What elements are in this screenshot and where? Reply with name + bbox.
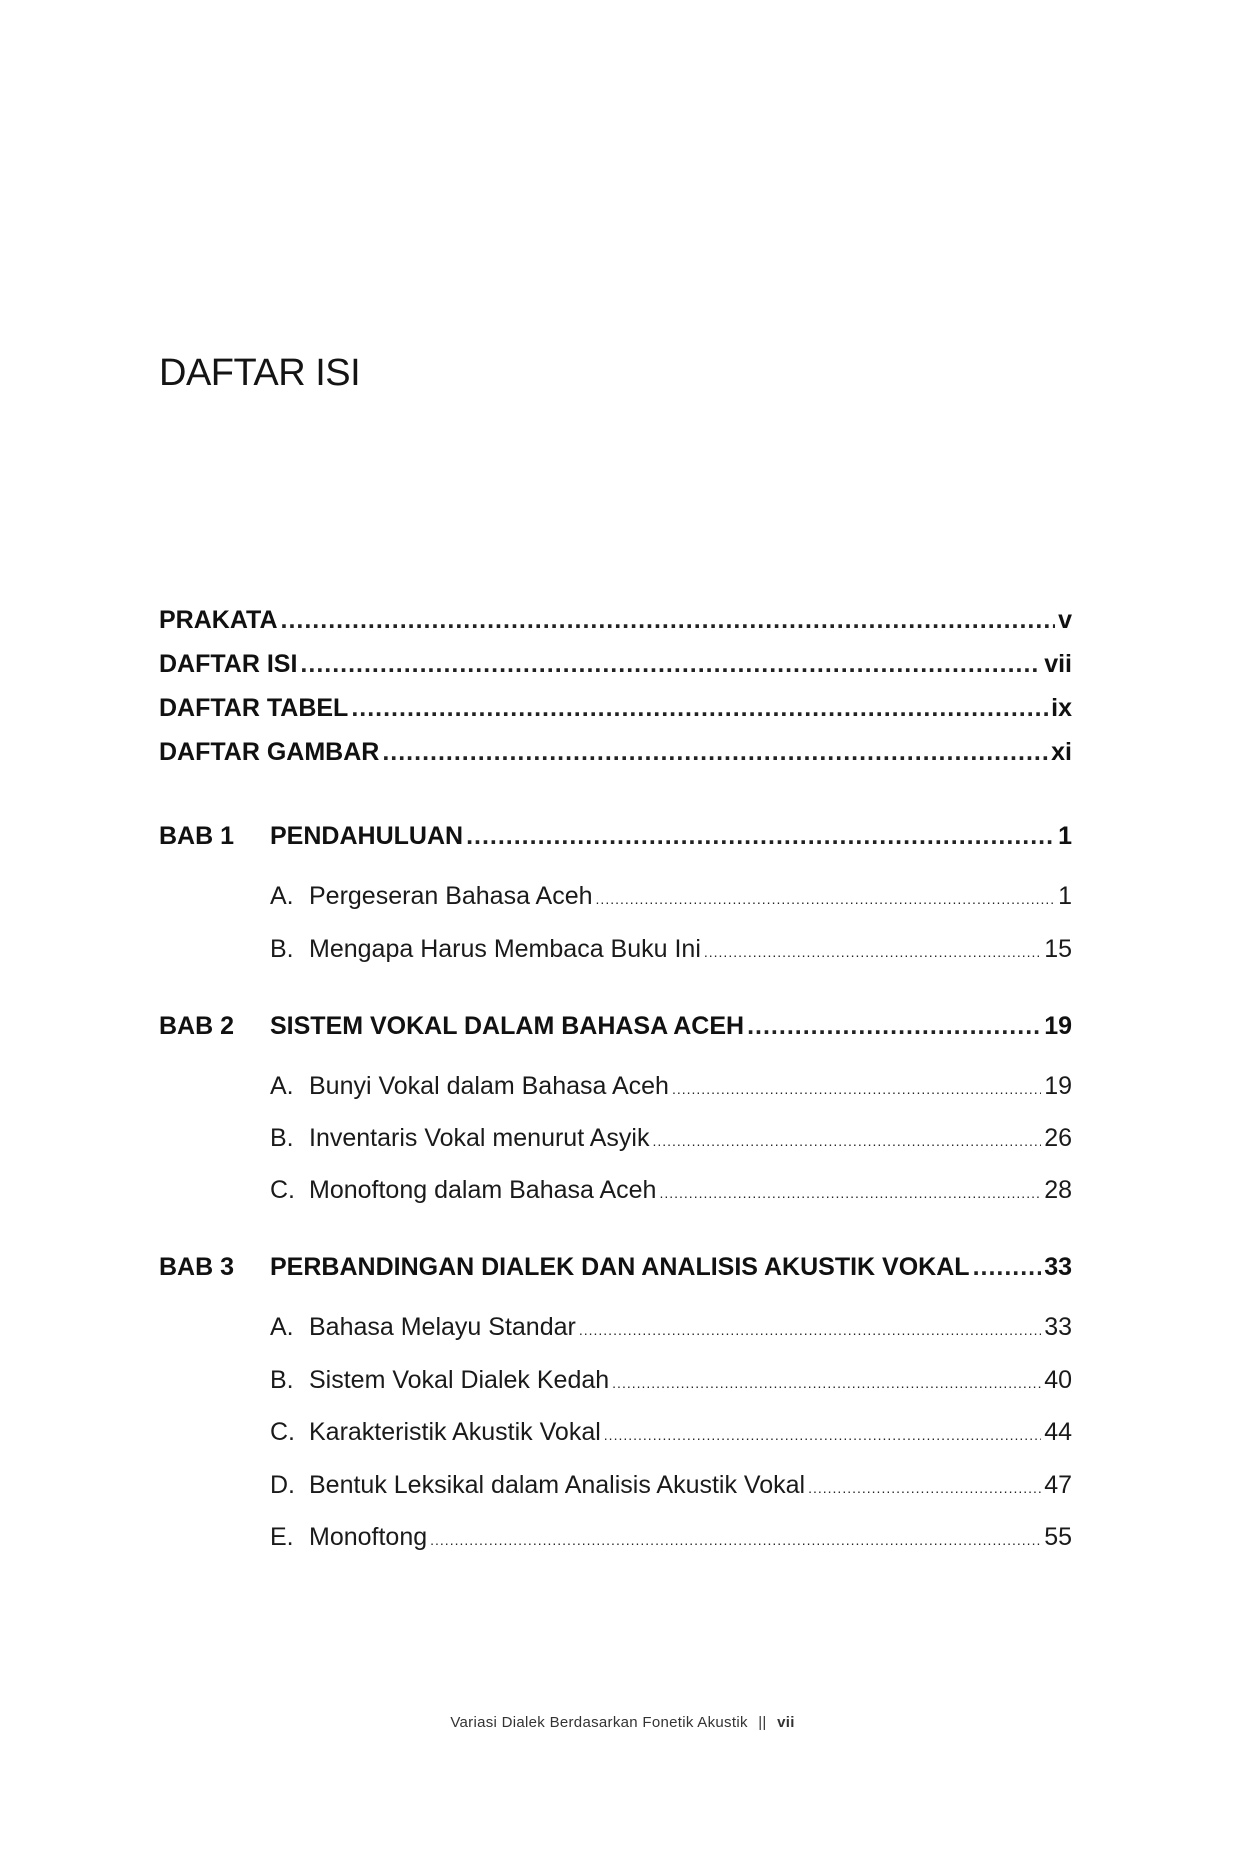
dot-leader bbox=[596, 882, 1056, 911]
section-title: Monoftong bbox=[309, 1523, 428, 1551]
toc-section[interactable] bbox=[270, 1523, 1072, 1552]
chapter-page: 1 bbox=[1058, 822, 1072, 850]
toc-entry-daftar-isi[interactable] bbox=[159, 650, 1072, 679]
section-letter: C. bbox=[270, 1176, 295, 1204]
dot-leader bbox=[747, 1012, 1041, 1041]
section-page: 19 bbox=[1044, 1072, 1072, 1100]
section-page: 33 bbox=[1044, 1313, 1072, 1341]
section-letter: B. bbox=[270, 935, 294, 963]
toc-section[interactable] bbox=[270, 1124, 1072, 1153]
chapter-number: BAB 3 bbox=[159, 1253, 235, 1281]
section-title: Bentuk Leksikal dalam Analisis Akustik Vokal bbox=[309, 1471, 806, 1499]
section-page: 47 bbox=[1044, 1471, 1072, 1499]
dot-leader bbox=[281, 606, 1056, 635]
dot-leader bbox=[652, 1124, 1041, 1153]
toc-entry-page: v bbox=[1058, 606, 1072, 634]
dot-leader bbox=[351, 694, 1048, 723]
section-title: Pergeseran Bahasa Aceh bbox=[309, 882, 593, 910]
toc-section[interactable] bbox=[270, 935, 1072, 964]
section-letter: E. bbox=[270, 1523, 294, 1551]
toc-section[interactable] bbox=[270, 1313, 1072, 1342]
dot-leader bbox=[604, 1418, 1041, 1447]
section-letter: A. bbox=[270, 1072, 294, 1100]
section-title: Inventaris Vokal menurut Asyik bbox=[309, 1124, 650, 1152]
toc-entry-prakata[interactable] bbox=[159, 606, 1072, 635]
section-title: Monoftong dalam Bahasa Aceh bbox=[309, 1176, 657, 1204]
toc-entry-page: ix bbox=[1051, 694, 1072, 722]
toc-section[interactable] bbox=[270, 882, 1072, 911]
toc-entry-label: DAFTAR ISI bbox=[159, 650, 298, 678]
section-page: 40 bbox=[1044, 1366, 1072, 1394]
section-letter: D. bbox=[270, 1471, 295, 1499]
section-letter: B. bbox=[270, 1124, 294, 1152]
chapter-number: BAB 1 bbox=[159, 822, 235, 850]
section-page: 44 bbox=[1044, 1418, 1072, 1446]
dot-leader bbox=[704, 935, 1041, 964]
page-footer bbox=[0, 1714, 1245, 1731]
section-letter: C. bbox=[270, 1418, 295, 1446]
toc-section[interactable] bbox=[270, 1471, 1072, 1500]
toc-chapter-3[interactable] bbox=[159, 1253, 1072, 1282]
toc-entry-daftar-gambar[interactable] bbox=[159, 738, 1072, 767]
toc-entry-label: DAFTAR TABEL bbox=[159, 694, 349, 722]
chapter-title: SISTEM VOKAL DALAM BAHASA ACEH bbox=[270, 1012, 745, 1040]
section-page: 26 bbox=[1044, 1124, 1072, 1152]
section-title: Sistem Vokal Dialek Kedah bbox=[309, 1366, 610, 1394]
toc-chapter-2[interactable] bbox=[159, 1012, 1072, 1041]
section-title: Karakteristik Akustik Vokal bbox=[309, 1418, 601, 1446]
dot-leader bbox=[466, 822, 1055, 851]
chapter-page: 19 bbox=[1044, 1012, 1072, 1040]
toc-entry-label: PRAKATA bbox=[159, 606, 278, 634]
dot-leader bbox=[612, 1366, 1041, 1395]
toc-section[interactable] bbox=[270, 1418, 1072, 1447]
dot-leader bbox=[659, 1176, 1041, 1205]
section-page: 1 bbox=[1058, 882, 1072, 910]
section-page: 15 bbox=[1044, 935, 1072, 963]
dot-leader bbox=[579, 1313, 1041, 1342]
toc-entry-label: DAFTAR GAMBAR bbox=[159, 738, 380, 766]
section-title: Bahasa Melayu Standar bbox=[309, 1313, 576, 1341]
chapter-title: PENDAHULUAN bbox=[270, 822, 464, 850]
chapter-page: 33 bbox=[1044, 1253, 1072, 1281]
dot-leader bbox=[300, 650, 1041, 679]
dot-leader bbox=[430, 1523, 1041, 1552]
footer-separator: || bbox=[758, 1714, 767, 1731]
chapter-number: BAB 2 bbox=[159, 1012, 235, 1040]
chapter-title: PERBANDINGAN DIALEK DAN ANALISIS AKUSTIK VOKAL bbox=[270, 1253, 970, 1281]
section-page: 55 bbox=[1044, 1523, 1072, 1551]
toc-section[interactable] bbox=[270, 1176, 1072, 1205]
toc-entry-daftar-tabel[interactable] bbox=[159, 694, 1072, 723]
section-letter: B. bbox=[270, 1366, 294, 1394]
toc-chapter-1[interactable] bbox=[159, 822, 1072, 851]
dot-leader bbox=[808, 1471, 1041, 1500]
toc-section[interactable] bbox=[270, 1072, 1072, 1101]
page-title: DAFTAR ISI bbox=[159, 352, 361, 394]
dot-leader bbox=[672, 1072, 1041, 1101]
toc-section[interactable] bbox=[270, 1366, 1072, 1395]
section-letter: A. bbox=[270, 882, 294, 910]
dot-leader bbox=[973, 1253, 1042, 1282]
running-book-title: Variasi Dialek Berdasarkan Fonetik Akustik bbox=[450, 1714, 748, 1731]
toc-entry-page: vii bbox=[1044, 650, 1072, 678]
toc-entry-page: xi bbox=[1051, 738, 1072, 766]
dot-leader bbox=[382, 738, 1048, 767]
page-number: vii bbox=[777, 1714, 795, 1731]
section-title: Mengapa Harus Membaca Buku Ini bbox=[309, 935, 701, 963]
section-title: Bunyi Vokal dalam Bahasa Aceh bbox=[309, 1072, 669, 1100]
section-page: 28 bbox=[1044, 1176, 1072, 1204]
section-letter: A. bbox=[270, 1313, 294, 1341]
